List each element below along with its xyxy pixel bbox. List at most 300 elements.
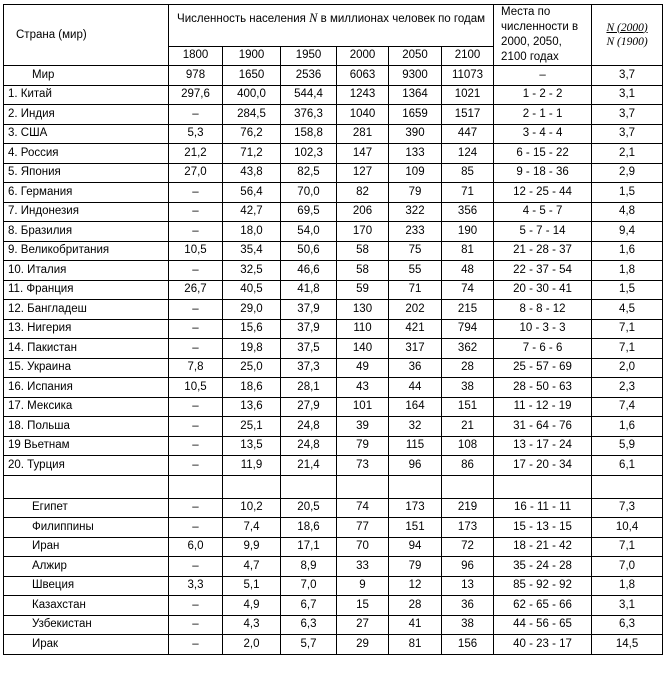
- cell-v2100: 81: [442, 241, 494, 261]
- cell-v1900: 19,8: [223, 339, 281, 359]
- separator-row: [4, 475, 663, 498]
- cell-v1950: 5,7: [281, 635, 337, 655]
- cell-v2100: 38: [442, 615, 494, 635]
- table-row: [4, 222, 663, 242]
- cell-ratio: 9,4: [592, 222, 663, 242]
- cell-ratio: 7,3: [592, 498, 663, 518]
- year-1950: 1950: [281, 46, 337, 66]
- cell-v1800: 10,5: [169, 378, 223, 398]
- cell-places: 3 - 4 - 4: [494, 124, 592, 144]
- cell-v2100: 173: [442, 518, 494, 538]
- country-name: 2. Индия: [4, 105, 169, 125]
- empty-cell: [592, 475, 663, 498]
- cell-v1950: 37,9: [281, 319, 337, 339]
- cell-v2050: 44: [389, 378, 442, 398]
- cell-v1950: 24,8: [281, 417, 337, 437]
- country-name: 13. Нигерия: [4, 319, 169, 339]
- country-name: 18. Польша: [4, 417, 169, 437]
- cell-v1900: 10,2: [223, 498, 281, 518]
- cell-v1900: 15,6: [223, 319, 281, 339]
- cell-v2000: 58: [337, 241, 389, 261]
- cell-ratio: 7,1: [592, 537, 663, 557]
- country-name: Казахстан: [4, 596, 169, 616]
- table-row: [4, 202, 663, 222]
- cell-v2050: 1364: [389, 85, 442, 105]
- cell-v2000: 281: [337, 124, 389, 144]
- cell-ratio: 3,7: [592, 105, 663, 125]
- cell-places: 20 - 30 - 41: [494, 280, 592, 300]
- cell-v2000: 77: [337, 518, 389, 538]
- country-name: 8. Бразилия: [4, 222, 169, 242]
- country-name: 17. Мексика: [4, 397, 169, 417]
- cell-ratio: 1,5: [592, 280, 663, 300]
- cell-places: 2 - 1 - 1: [494, 105, 592, 125]
- table-row: [4, 518, 663, 538]
- cell-v2100: 151: [442, 397, 494, 417]
- cell-v2100: 28: [442, 358, 494, 378]
- cell-v1800: –: [169, 261, 223, 281]
- cell-v2000: 1243: [337, 85, 389, 105]
- cell-v2100: 108: [442, 436, 494, 456]
- cell-v1950: 20,5: [281, 498, 337, 518]
- cell-v2050: 75: [389, 241, 442, 261]
- cell-v2000: 147: [337, 144, 389, 164]
- cell-v1800: –: [169, 397, 223, 417]
- cell-v1900: 76,2: [223, 124, 281, 144]
- country-name: 16. Испания: [4, 378, 169, 398]
- cell-v1950: 37,9: [281, 300, 337, 320]
- ratio-denominator: N (1900): [606, 35, 648, 48]
- cell-v1900: 13,5: [223, 436, 281, 456]
- cell-v1950: 28,1: [281, 378, 337, 398]
- country-name: 14. Пакистан: [4, 339, 169, 359]
- cell-v2100: 96: [442, 557, 494, 577]
- country-name: Узбекистан: [4, 615, 169, 635]
- cell-v1950: 24,8: [281, 436, 337, 456]
- cell-v2050: 9300: [389, 66, 442, 86]
- cell-v1800: 978: [169, 66, 223, 86]
- cell-v2050: 317: [389, 339, 442, 359]
- cell-v2100: 219: [442, 498, 494, 518]
- cell-v2000: 73: [337, 456, 389, 476]
- cell-places: 85 - 92 - 92: [494, 576, 592, 596]
- cell-v1950: 2536: [281, 66, 337, 86]
- cell-v2000: 59: [337, 280, 389, 300]
- cell-v2100: 86: [442, 456, 494, 476]
- cell-v1800: –: [169, 339, 223, 359]
- cell-ratio: 10,4: [592, 518, 663, 538]
- cell-places: 10 - 3 - 3: [494, 319, 592, 339]
- cell-v1800: 10,5: [169, 241, 223, 261]
- cell-v2000: 39: [337, 417, 389, 437]
- country-name: Ирак: [4, 635, 169, 655]
- cell-v2050: 71: [389, 280, 442, 300]
- cell-v1800: 297,6: [169, 85, 223, 105]
- cell-v2050: 151: [389, 518, 442, 538]
- cell-v2050: 115: [389, 436, 442, 456]
- cell-v2000: 43: [337, 378, 389, 398]
- cell-v2050: 202: [389, 300, 442, 320]
- cell-v2100: 1517: [442, 105, 494, 125]
- country-name: Швеция: [4, 576, 169, 596]
- cell-v2050: 32: [389, 417, 442, 437]
- cell-v1950: 54,0: [281, 222, 337, 242]
- cell-v2000: 70: [337, 537, 389, 557]
- table-row: [4, 300, 663, 320]
- table-row: [4, 537, 663, 557]
- cell-ratio: 7,1: [592, 319, 663, 339]
- cell-v2050: 164: [389, 397, 442, 417]
- cell-v1950: 82,5: [281, 163, 337, 183]
- cell-v2050: 421: [389, 319, 442, 339]
- cell-v2050: 12: [389, 576, 442, 596]
- cell-ratio: 6,1: [592, 456, 663, 476]
- cell-v1800: 6,0: [169, 537, 223, 557]
- cell-v1950: 37,3: [281, 358, 337, 378]
- cell-v2000: 58: [337, 261, 389, 281]
- cell-v1800: –: [169, 498, 223, 518]
- country-name: Египет: [4, 498, 169, 518]
- cell-v1900: 32,5: [223, 261, 281, 281]
- empty-cell: [494, 475, 592, 498]
- cell-v1900: 29,0: [223, 300, 281, 320]
- cell-v1900: 18,6: [223, 378, 281, 398]
- cell-v1800: 21,2: [169, 144, 223, 164]
- cell-v1950: 6,3: [281, 615, 337, 635]
- cell-v1950: 17,1: [281, 537, 337, 557]
- country-name: 9. Великобритания: [4, 241, 169, 261]
- country-name: 7. Индонезия: [4, 202, 169, 222]
- cell-places: 5 - 7 - 14: [494, 222, 592, 242]
- cell-v2100: 362: [442, 339, 494, 359]
- cell-ratio: 3,7: [592, 124, 663, 144]
- cell-v1900: 2,0: [223, 635, 281, 655]
- cell-ratio: 6,3: [592, 615, 663, 635]
- cell-places: 9 - 18 - 36: [494, 163, 592, 183]
- cell-v1900: 42,7: [223, 202, 281, 222]
- table-row: [4, 261, 663, 281]
- cell-places: 6 - 15 - 22: [494, 144, 592, 164]
- cell-v1800: –: [169, 518, 223, 538]
- cell-v1950: 376,3: [281, 105, 337, 125]
- cell-v1900: 43,8: [223, 163, 281, 183]
- cell-v2000: 1040: [337, 105, 389, 125]
- population-table: [3, 4, 663, 655]
- cell-v1900: 9,9: [223, 537, 281, 557]
- empty-cell: [442, 475, 494, 498]
- ratio-formula: [606, 21, 647, 49]
- cell-v1900: 4,7: [223, 557, 281, 577]
- cell-v1800: 7,8: [169, 358, 223, 378]
- cell-v2050: 79: [389, 183, 442, 203]
- cell-v2050: 1659: [389, 105, 442, 125]
- cell-places: 25 - 57 - 69: [494, 358, 592, 378]
- header-ratio: [592, 5, 663, 66]
- cell-ratio: 4,5: [592, 300, 663, 320]
- cell-v1950: 158,8: [281, 124, 337, 144]
- cell-places: 40 - 23 - 17: [494, 635, 592, 655]
- year-2100: 2100: [442, 46, 494, 66]
- cell-ratio: 7,0: [592, 557, 663, 577]
- cell-v1800: –: [169, 183, 223, 203]
- cell-v1900: 25,0: [223, 358, 281, 378]
- cell-v2050: 55: [389, 261, 442, 281]
- cell-v2000: 27: [337, 615, 389, 635]
- cell-places: 44 - 56 - 65: [494, 615, 592, 635]
- cell-v2050: 109: [389, 163, 442, 183]
- header-population-post: в миллионах человек по годам: [320, 13, 485, 25]
- cell-v2000: 15: [337, 596, 389, 616]
- cell-v2000: 130: [337, 300, 389, 320]
- ratio-numerator: N (2000): [606, 21, 648, 34]
- cell-ratio: 2,1: [592, 144, 663, 164]
- cell-v2000: 6063: [337, 66, 389, 86]
- cell-v2050: 390: [389, 124, 442, 144]
- header-population-pre: Численность населения: [177, 13, 306, 25]
- cell-places: 8 - 8 - 12: [494, 300, 592, 320]
- cell-places: –: [494, 66, 592, 86]
- cell-v2000: 82: [337, 183, 389, 203]
- table-row: [4, 436, 663, 456]
- cell-v1900: 35,4: [223, 241, 281, 261]
- cell-v1900: 13,6: [223, 397, 281, 417]
- cell-v1950: 46,6: [281, 261, 337, 281]
- cell-v1900: 284,5: [223, 105, 281, 125]
- cell-v2000: 29: [337, 635, 389, 655]
- table-row: [4, 456, 663, 476]
- cell-v2000: 33: [337, 557, 389, 577]
- cell-v2100: 11073: [442, 66, 494, 86]
- table-row: [4, 144, 663, 164]
- cell-v2000: 127: [337, 163, 389, 183]
- table-row: [4, 124, 663, 144]
- cell-ratio: 14,5: [592, 635, 663, 655]
- cell-places: 13 - 17 - 24: [494, 436, 592, 456]
- cell-v1800: –: [169, 456, 223, 476]
- cell-v1950: 50,6: [281, 241, 337, 261]
- cell-places: 35 - 24 - 28: [494, 557, 592, 577]
- cell-v2100: 156: [442, 635, 494, 655]
- cell-v2100: 124: [442, 144, 494, 164]
- table-row: [4, 163, 663, 183]
- cell-v2100: 13: [442, 576, 494, 596]
- cell-v2000: 101: [337, 397, 389, 417]
- cell-v2100: 190: [442, 222, 494, 242]
- cell-v2050: 233: [389, 222, 442, 242]
- table-row: [4, 615, 663, 635]
- cell-places: 17 - 20 - 34: [494, 456, 592, 476]
- cell-v1900: 71,2: [223, 144, 281, 164]
- cell-v1900: 400,0: [223, 85, 281, 105]
- cell-v1950: 7,0: [281, 576, 337, 596]
- table-row: [4, 183, 663, 203]
- cell-v1950: 69,5: [281, 202, 337, 222]
- table-row-world: [4, 66, 663, 86]
- table-row: [4, 241, 663, 261]
- cell-v1900: 4,9: [223, 596, 281, 616]
- cell-v1950: 18,6: [281, 518, 337, 538]
- cell-ratio: 5,9: [592, 436, 663, 456]
- cell-v1950: 41,8: [281, 280, 337, 300]
- table-row: [4, 557, 663, 577]
- cell-v1950: 102,3: [281, 144, 337, 164]
- cell-v1800: –: [169, 615, 223, 635]
- cell-ratio: 1,6: [592, 417, 663, 437]
- year-2000: 2000: [337, 46, 389, 66]
- cell-v2100: 36: [442, 596, 494, 616]
- cell-ratio: 7,1: [592, 339, 663, 359]
- cell-v2100: 38: [442, 378, 494, 398]
- empty-cell: [223, 475, 281, 498]
- cell-places: 7 - 6 - 6: [494, 339, 592, 359]
- cell-ratio: 1,8: [592, 576, 663, 596]
- cell-v1800: 26,7: [169, 280, 223, 300]
- country-name: 15. Украина: [4, 358, 169, 378]
- cell-v1800: –: [169, 300, 223, 320]
- header-population-var: N: [309, 11, 318, 25]
- year-2050: 2050: [389, 46, 442, 66]
- table-row: [4, 319, 663, 339]
- table-row: [4, 596, 663, 616]
- cell-v1950: 70,0: [281, 183, 337, 203]
- cell-ratio: 2,3: [592, 378, 663, 398]
- cell-v2050: 322: [389, 202, 442, 222]
- cell-v1900: 18,0: [223, 222, 281, 242]
- cell-places: 16 - 11 - 11: [494, 498, 592, 518]
- cell-places: 21 - 28 - 37: [494, 241, 592, 261]
- cell-v1900: 1650: [223, 66, 281, 86]
- cell-v1950: 37,5: [281, 339, 337, 359]
- country-name: 19 Вьетнам: [4, 436, 169, 456]
- empty-cell: [389, 475, 442, 498]
- cell-places: 1 - 2 - 2: [494, 85, 592, 105]
- cell-v2000: 140: [337, 339, 389, 359]
- table-row: [4, 498, 663, 518]
- table-row: [4, 417, 663, 437]
- cell-v2050: 36: [389, 358, 442, 378]
- cell-v1800: –: [169, 596, 223, 616]
- country-name: Алжир: [4, 557, 169, 577]
- cell-v2050: 173: [389, 498, 442, 518]
- cell-v2100: 794: [442, 319, 494, 339]
- cell-v1800: –: [169, 436, 223, 456]
- cell-v2050: 81: [389, 635, 442, 655]
- country-name: 6. Германия: [4, 183, 169, 203]
- cell-v1800: –: [169, 222, 223, 242]
- cell-places: 11 - 12 - 19: [494, 397, 592, 417]
- cell-v1800: 3,3: [169, 576, 223, 596]
- cell-v2050: 41: [389, 615, 442, 635]
- cell-v2000: 74: [337, 498, 389, 518]
- cell-v2000: 9: [337, 576, 389, 596]
- cell-places: 15 - 13 - 15: [494, 518, 592, 538]
- country-name: 3. США: [4, 124, 169, 144]
- header-population: [169, 5, 494, 47]
- cell-ratio: 3,1: [592, 85, 663, 105]
- cell-v1900: 40,5: [223, 280, 281, 300]
- cell-v2100: 72: [442, 537, 494, 557]
- cell-ratio: 7,4: [592, 397, 663, 417]
- header-country: Страна (мир): [4, 5, 169, 66]
- cell-v2100: 48: [442, 261, 494, 281]
- cell-places: 28 - 50 - 63: [494, 378, 592, 398]
- cell-places: 4 - 5 - 7: [494, 202, 592, 222]
- cell-ratio: 2,0: [592, 358, 663, 378]
- country-name: 1. Китай: [4, 85, 169, 105]
- cell-v1800: –: [169, 319, 223, 339]
- cell-v2100: 85: [442, 163, 494, 183]
- cell-v1900: 4,3: [223, 615, 281, 635]
- cell-v2100: 447: [442, 124, 494, 144]
- header-row-top: [4, 5, 663, 47]
- cell-ratio: 1,5: [592, 183, 663, 203]
- cell-v2050: 79: [389, 557, 442, 577]
- cell-ratio: 1,6: [592, 241, 663, 261]
- cell-v1800: –: [169, 635, 223, 655]
- cell-v2100: 71: [442, 183, 494, 203]
- cell-v2050: 28: [389, 596, 442, 616]
- cell-v1800: –: [169, 417, 223, 437]
- cell-v2000: 79: [337, 436, 389, 456]
- cell-v1900: 11,9: [223, 456, 281, 476]
- cell-places: 12 - 25 - 44: [494, 183, 592, 203]
- cell-v1800: –: [169, 202, 223, 222]
- empty-cell: [4, 475, 169, 498]
- cell-v2100: 215: [442, 300, 494, 320]
- cell-v1800: 5,3: [169, 124, 223, 144]
- cell-v1900: 7,4: [223, 518, 281, 538]
- cell-v2100: 21: [442, 417, 494, 437]
- table-row: [4, 358, 663, 378]
- cell-ratio: 4,8: [592, 202, 663, 222]
- cell-v2100: 1021: [442, 85, 494, 105]
- year-1800: 1800: [169, 46, 223, 66]
- cell-v2050: 96: [389, 456, 442, 476]
- table-row: [4, 635, 663, 655]
- cell-v1950: 21,4: [281, 456, 337, 476]
- cell-ratio: 3,1: [592, 596, 663, 616]
- country-name: 12. Бангладеш: [4, 300, 169, 320]
- cell-v1900: 56,4: [223, 183, 281, 203]
- table-row: [4, 85, 663, 105]
- cell-places: 62 - 65 - 66: [494, 596, 592, 616]
- cell-v1800: –: [169, 105, 223, 125]
- empty-cell: [281, 475, 337, 498]
- country-name: 20. Турция: [4, 456, 169, 476]
- cell-v2050: 94: [389, 537, 442, 557]
- cell-v1950: 8,9: [281, 557, 337, 577]
- cell-ratio: 1,8: [592, 261, 663, 281]
- table-row: [4, 105, 663, 125]
- cell-v1950: 6,7: [281, 596, 337, 616]
- country-name: 11. Франция: [4, 280, 169, 300]
- table-row: [4, 576, 663, 596]
- country-name: Мир: [4, 66, 169, 86]
- cell-v1950: 27,9: [281, 397, 337, 417]
- cell-v2000: 206: [337, 202, 389, 222]
- cell-v2000: 49: [337, 358, 389, 378]
- country-name: 10. Италия: [4, 261, 169, 281]
- cell-v1800: –: [169, 557, 223, 577]
- cell-v1950: 544,4: [281, 85, 337, 105]
- table-row: [4, 280, 663, 300]
- cell-v1900: 5,1: [223, 576, 281, 596]
- empty-cell: [337, 475, 389, 498]
- cell-ratio: 3,7: [592, 66, 663, 86]
- cell-v2100: 74: [442, 280, 494, 300]
- cell-places: 18 - 21 - 42: [494, 537, 592, 557]
- country-name: 4. Россия: [4, 144, 169, 164]
